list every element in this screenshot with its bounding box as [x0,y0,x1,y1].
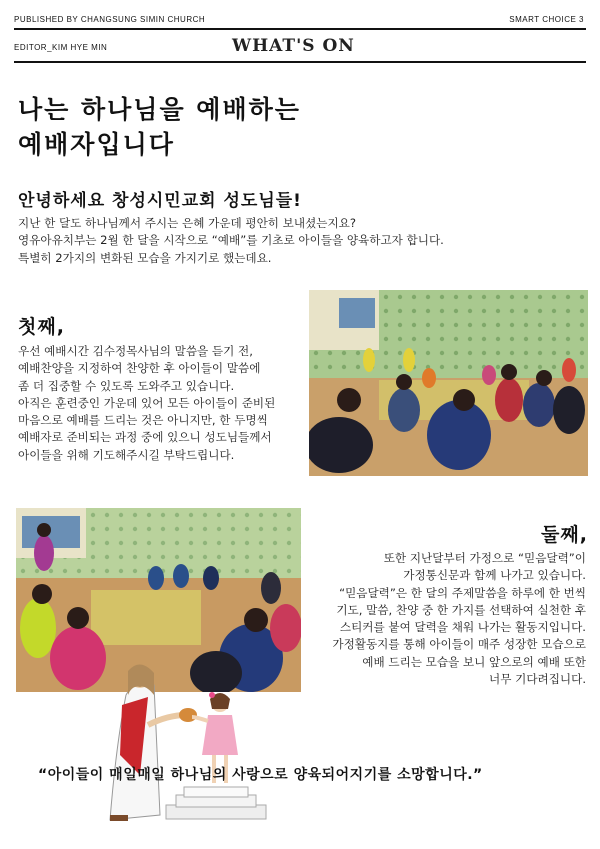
second-line: 가정통신문과 함께 나가고 있습니다. [403,568,586,583]
second-line: 가정활동지를 통해 아이들이 매주 성장한 모습으로 [332,637,586,652]
first-line: 예배찬양을 지정하여 찬양한 후 아이들이 말씀에 [18,361,261,376]
second-heading: 둘째, [541,524,588,546]
second-line: 스티커를 붙여 달력을 채워 나가는 활동지입니다. [339,620,586,635]
second-paragraph [306,550,586,688]
first-line: 좀 더 집중할 수 있도록 도와주고 있습니다. [18,378,235,393]
editor-line: EDITOR_KIM HYE MIN [14,43,108,52]
second-line: 예배 드리는 모습을 보니 앞으로의 예배 또한 [362,654,586,669]
header-top-rule [14,28,586,30]
first-paragraph [18,343,308,464]
jesus-child-illustration [96,655,286,835]
first-heading: 첫째, [18,316,65,338]
second-line: 기도, 말씀, 찬양 중 한 가지를 선택하여 실천한 후 [336,602,586,617]
first-line: 아이들을 위해 기도해주시길 부탁드립니다. [18,447,235,462]
second-line: 너무 기다려집니다. [489,672,586,687]
first-line: 마음으로 예배를 드리는 것은 아니지만, 한 두명씩 [18,413,268,428]
first-line: 아직은 훈련중인 가운데 있어 모든 아이들이 준비된 [18,395,276,410]
headline-line-1: 나는 하나님을 예배하는 [18,95,301,124]
header-bottom-rule [14,61,586,63]
intro-line: 특별히 2가지의 변화된 모습을 가지기로 했는데요. [18,250,272,265]
intro-line: 지난 한 달도 하나님께서 주시는 은혜 가운데 평안히 보내셨는지요? [18,216,357,230]
headline-line-2: 예배자입니다 [18,130,175,159]
first-line: 예배자로 준비되는 과정 중에 있으니 성도님들께서 [18,430,272,445]
closing-quote: “아이들이 매일매일 하나님의 사랑으로 양육되어지기를 소망합니다.” [38,767,483,783]
intro-paragraph [18,215,588,267]
intro-line: 영유아유치부는 2월 한 달을 시작으로 “예배”를 기초로 아이들을 양육하고자 합니다. [18,233,444,248]
second-line: “믿음달력”은 한 달의 주제말씀을 하루에 한 번씩 [339,585,586,600]
publisher-line: PUBLISHED BY CHANGSUNG SIMIN CHURCH [14,15,206,24]
page-title: WHAT'S ON [232,36,355,56]
section-label: SMART CHOICE 3 [509,15,584,24]
second-line: 또한 지난달부터 가정으로 “믿음달력”이 [383,551,586,565]
greeting-heading: 안녕하세요 창성시민교회 성도님들! [18,191,302,211]
first-line: 우선 예배시간 김수정목사님의 말씀을 듣기 전, [18,344,253,358]
worship-photo-1 [309,290,588,476]
